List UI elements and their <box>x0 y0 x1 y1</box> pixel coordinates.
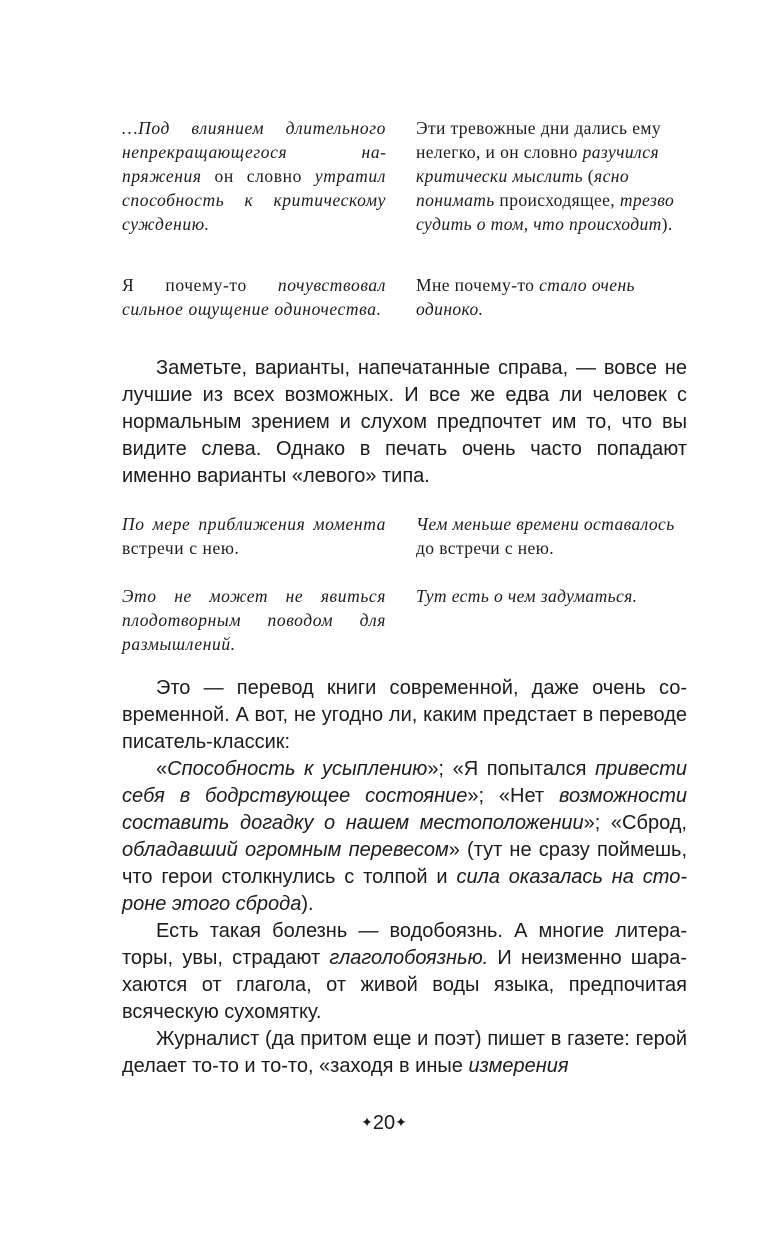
comparison-left-4 <box>122 584 394 656</box>
italic-text: трезво судить о том, что происходит <box>416 190 675 234</box>
comparison-right-1 <box>394 116 687 236</box>
page-number-value: 20 <box>372 1112 396 1134</box>
italic-text: глаголобоязнью. <box>329 947 489 969</box>
body-text-section-1 <box>122 355 687 490</box>
text-run: » (тут не сразу поймешь, что герои столкнулись с толпой и <box>122 839 687 888</box>
italic-text: обладавший огромным перевесом <box>122 839 449 861</box>
paragraph <box>122 355 687 490</box>
text-run: Журналист (да притом еще и поэт) пишет в газете: герой делает то-то и то-то, «заходя в иные <box>122 1028 687 1077</box>
text-run: ). <box>661 214 673 234</box>
italic-text: утратил способность к критическому суждению. <box>122 166 386 234</box>
italic-text: ясно понимать <box>416 166 629 210</box>
comparison-right-2 <box>394 273 687 321</box>
paragraph <box>122 675 687 756</box>
italic-text: измерения <box>468 1055 569 1077</box>
text-run: »; «Я попытался <box>427 758 596 780</box>
text-run: ( <box>583 166 595 186</box>
text-run: до встречи с нею. <box>416 538 554 558</box>
text-run: он словно <box>201 166 315 186</box>
text-run: встречи с нею. <box>122 538 240 558</box>
text-run: Есть такая болезнь — водобоязнь. А многие литераторы, увы, страдают <box>122 920 687 969</box>
comparison-left-1 <box>122 116 394 236</box>
comparison-pair-1 <box>122 116 687 236</box>
text-run: И неизменно шарахаются от глагола, от живой воды языка, предпочитая всяческую сухомятку. <box>122 947 687 1023</box>
text-run: Это — перевод книги современной, даже очень современной. А вот, не угодно ли, каким предстает в переводе писатель-классик: <box>122 677 687 753</box>
text-run: »; «Нет <box>467 785 559 807</box>
body-text-section-2 <box>122 675 687 1080</box>
text-run: Эти тревожные дни дались ему нелегко, и он словно <box>416 118 661 162</box>
comparison-left-2 <box>122 273 394 321</box>
comparison-pair-4 <box>122 584 687 656</box>
italic-text: Чем меньше времени оставалось <box>416 514 675 534</box>
text-run: ). <box>301 893 314 915</box>
italic-text: …Под влиянием длительного непрекращающегося напряжения <box>122 118 386 186</box>
italic-text: сила оказалась на стороне этого сброда <box>122 866 687 915</box>
page-number <box>0 1112 768 1135</box>
paragraph <box>122 756 687 918</box>
paragraph <box>122 918 687 1026</box>
italic-text: разучился критически мыслить <box>416 142 659 186</box>
italic-text: стало очень одиноко. <box>416 275 635 319</box>
text-run: Заметьте, варианты, напечатанные справа, — вовсе не лучшие из всех возможных. И все же едва ли человек с нормальным зрением и слухом предпочтет им то, что вы видите слева. Однако в печать очень часто попадают именно варианты «левого» типа. <box>122 357 687 487</box>
text-run: « <box>156 758 168 780</box>
italic-text: почувствовал сильное ощущение одиночества. <box>122 275 386 319</box>
comparison-right-3 <box>394 512 687 560</box>
paragraph <box>122 1026 687 1080</box>
italic-text: Способность к усыплению <box>167 758 428 780</box>
italic-text: По мере приближения момента <box>122 514 386 534</box>
text-run: »; «Сброд, <box>583 812 687 834</box>
text-run: происходящее, <box>494 190 620 210</box>
italic-text: Это не может не явиться плодотворным поводом для размышлений. <box>122 586 386 654</box>
comparison-pair-3 <box>122 512 687 560</box>
comparison-left-3 <box>122 512 394 560</box>
italic-text: привести себя в бодрствующее состояние <box>122 758 687 807</box>
italic-text: Тут есть о чем задуматься. <box>416 586 638 606</box>
ornament-right-icon: ✦ <box>395 1114 407 1130</box>
text-run: Я почему-то <box>122 275 278 295</box>
ornament-left-icon: ✦ <box>361 1114 373 1130</box>
comparison-pair-2 <box>122 273 687 321</box>
comparison-right-4 <box>394 584 687 656</box>
italic-text: возможности составить догадку о нашем местоположении <box>122 785 687 834</box>
text-run: Мне почему-то <box>416 275 540 295</box>
